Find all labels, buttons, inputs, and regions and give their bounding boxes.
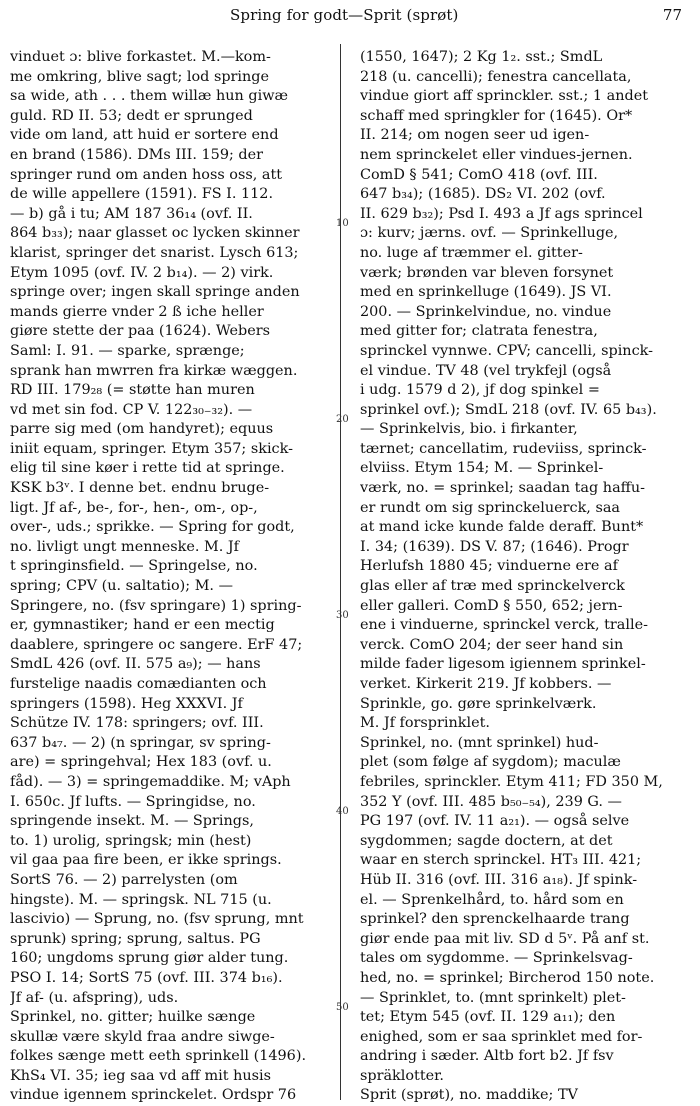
text-line: milde fader ligesom igiennem sprinkel- [360, 656, 646, 673]
line-marker: 20 [336, 414, 349, 425]
text-line: at mand icke kunde falde deraff. Bunt* [360, 519, 644, 536]
line-marker: 50 [336, 1002, 349, 1013]
line-marker: 10 [336, 218, 349, 229]
text-line: ComD § 541; ComO 418 (ovf. III. [360, 166, 598, 183]
text-line: lascivio) — Sprung, no. (fsv sprung, mnt [10, 911, 304, 928]
text-line: giøre stette der paa (1624). Webers [10, 323, 271, 340]
text-line: Sprit (sprøt), no. maddike; TV [360, 1087, 578, 1104]
text-line: iniit equam, springer. Etym 357; skick- [10, 440, 293, 457]
text-line: Hüb II. 316 (ovf. III. 316 a₁₈). Jf spink- [360, 871, 638, 888]
text-line: sprunk) spring; sprung, saltus. PG [10, 930, 261, 947]
text-line: sprinkel ovf.); SmdL 218 (ovf. IV. 65 b₄₃). [360, 401, 657, 418]
text-line: daablere, springere oc sangere. ErF 47; [10, 636, 303, 653]
text-line: Herlufsh 1880 45; vinduerne ere af [360, 558, 618, 575]
text-line: KSK b3ᵛ. I denne bet. endnu bruge- [10, 480, 270, 497]
text-line: ɔ: kurv; jærns. ovf. — Sprinkelluge, [360, 225, 619, 242]
text-line: de wille appellere (1591). FS I. 112. [10, 186, 274, 203]
text-line: 160; ungdoms sprung giør alder tung. [10, 950, 289, 967]
text-line: hed, no. = sprinkel; Bircherod 150 note. [360, 969, 655, 986]
text-line: furstelige naadis comædianten och [10, 676, 267, 692]
text-line: to. 1) urolig, springsk; min (hest) [10, 832, 252, 849]
text-line: el vindue. TV 48 (vel trykfejl (også [360, 362, 612, 379]
text-line: 218 (u. cancelli); fenestra cancellata, [360, 68, 632, 85]
text-line: elig til sine køer i rette tid at springe. [10, 460, 285, 477]
text-line: Schütze IV. 178: springers; ovf. III. [10, 715, 264, 732]
text-line: — Sprinkelvis, bio. i firkanter, [360, 421, 578, 438]
text-line: (1550, 1647); 2 Kg 1₂. sst.; SmdL [360, 49, 603, 65]
text-line: KhS₄ VI. 35; ieg saa vd aff mit husis [10, 1067, 272, 1084]
text-line: II. 214; om nogen seer ud igen- [360, 127, 590, 144]
text-line: parre sig med (om handyret); equus [10, 421, 274, 438]
text-line: 637 b₄₇. — 2) (n springar, sv spring- [10, 734, 271, 751]
text-line: en brand (1586). DMs III. 159; der [10, 146, 264, 163]
text-line: me omkring, blive sagt; lod springe [10, 68, 270, 85]
text-line: sprank han mwrren fra kirkæ wæggen. [10, 362, 298, 379]
text-line: klarist, springer det snarist. Lysch 613; [10, 244, 299, 261]
text-line: vinduet ɔ: blive forkastet. M.—kom- [10, 49, 271, 65]
text-line: springende insekt. M. — Springs, [10, 813, 254, 830]
text-line: over-, uds.; sprikke. — Spring for godt, [10, 519, 295, 536]
text-line: nem sprinckelet eller vindues-jernen. [360, 146, 633, 163]
text-line: PSO I. 14; SortS 75 (ovf. III. 374 b₁₆). [10, 969, 283, 986]
page-number: 77 [662, 6, 682, 24]
text-line: andring i sæder. Altb fort b2. Jf fsv [360, 1048, 614, 1065]
text-line: RD III. 179₂₈ (= støtte han muren [10, 382, 255, 399]
text-line: — b) gå i tu; AM 187 36₁₄ (ovf. II. [10, 205, 253, 222]
text-line: Sprinkel, no. (mnt sprinkel) hud- [360, 734, 599, 751]
text-line: — Sprinklet, to. (mnt sprinkelt) plet- [360, 989, 626, 1006]
text-line: hingste). M. — springsk. NL 715 (u. [10, 891, 272, 908]
text-line: springers (1598). Heg XXXVI. Jf [10, 695, 243, 712]
line-marker: 30 [336, 610, 349, 621]
text-line: er rundt om sig sprinckeluerck, saa [360, 499, 620, 516]
text-line: springer rund om anden hoss oss, att [10, 166, 283, 183]
text-line: sygdommen; sagde doctern, at det [360, 832, 613, 849]
text-line: febriles, sprinckler. Etym 411; FD 350 M, [360, 773, 663, 790]
text-line: giør ende paa mit liv. SD d 5ᵛ. På anf st. [360, 930, 650, 947]
text-line: skullæ være skyld fraa andre siwge- [10, 1028, 275, 1045]
text-line: værk; brønden var bleven forsynet [360, 264, 614, 281]
text-line: sprinckel vynnwe. CPV; cancelli, spinck- [360, 342, 653, 359]
text-line: vindue giort aff sprinckler. sst.; 1 andet [360, 88, 648, 105]
text-line: are) = springehval; Hex 183 (ovf. u. [10, 754, 272, 771]
text-line: t springinsfield. — Springelse, no. [10, 558, 258, 575]
text-line: sprinkel? den sprenckelhaarde trang [360, 911, 630, 928]
text-line: II. 629 b₃₂); Psd I. 493 a Jf ags sprincel [360, 205, 643, 222]
text-line: M. Jf forsprinklet. [360, 715, 490, 732]
text-line: vindue igennem sprinckelet. Ordspr 76 [10, 1087, 297, 1104]
text-line: fåd). — 3) = springemaddike. M; vAph [10, 773, 291, 790]
text-line: ene i vinduerne, sprinckel verck, tralle- [360, 617, 648, 634]
text-line: I. 34; (1639). DS V. 87; (1646). Progr [360, 538, 629, 555]
text-line: glas eller af træ med sprinckelverck [360, 578, 625, 595]
text-line: SortS 76. — 2) parrelysten (om [10, 871, 238, 888]
text-line: vd met sin fod. CP V. 122₃₀₋₃₂). — [10, 401, 253, 418]
text-line: 200. — Sprinkelvindue, no. vindue [360, 303, 612, 320]
text-line: plet (som følge af sygdom); maculæ [360, 754, 621, 771]
text-line: spräklotter. [360, 1067, 444, 1084]
text-line: Jf af- (u. afspring), uds. [10, 989, 179, 1006]
text-line: no. livligt ungt menneske. M. Jf [10, 538, 240, 555]
text-line: folkes sænge mett eeth sprinkell (1496). [10, 1048, 307, 1065]
text-line: SmdL 426 (ovf. II. 575 a₉); — hans [10, 656, 261, 673]
left-column [10, 48, 330, 1106]
column-divider [340, 44, 341, 1100]
text-line: værk, no. = sprinkel; saadan tag haffu- [360, 480, 646, 497]
text-line: elviiss. Etym 154; M. — Sprinkel- [360, 460, 604, 477]
text-line: el. — Sprenkelhård, to. hård som en [360, 891, 624, 908]
text-line: 352 Y (ovf. III. 485 b₅₀₋₅₄), 239 G. — [360, 793, 622, 810]
text-line: 864 b₃₃); naar glasset oc lycken skinner [10, 225, 300, 242]
text-line: Saml: I. 91. — sparke, sprænge; [10, 342, 245, 359]
text-line: enighed, som er saa sprinklet med for- [360, 1028, 643, 1045]
text-line: med en sprinkelluge (1649). JS VI. [360, 284, 612, 301]
text-line: waar en sterch sprinckel. HT₃ III. 421; [360, 852, 642, 869]
text-line: I. 650c. Jf lufts. — Springidse, no. [10, 793, 256, 810]
text-line: vide om land, att huid er sortere end [10, 127, 279, 144]
text-line: tet; Etym 545 (ovf. II. 129 a₁₁); den [360, 1009, 616, 1026]
text-line: 647 b₃₄); (1685). DS₂ VI. 202 (ovf. [360, 186, 606, 203]
text-line: mands gierre vnder 2 ß iche heller [10, 303, 264, 320]
text-line: vil gaa paa fire been, er ikke springs. [10, 852, 282, 869]
text-line: PG 197 (ovf. IV. 11 a₂₁). — også selve [360, 813, 630, 830]
text-line: Sprinkle, go. gøre sprinkelværk. [360, 695, 597, 712]
line-marker: 40 [336, 806, 349, 817]
text-line: schaff med springkler for (1645). Or* [360, 107, 633, 124]
text-line: tærnet; cancellatim, rudeviiss, sprinck- [360, 440, 647, 457]
running-title: Spring for godt—Sprit (sprøt) [230, 6, 459, 24]
page-header [0, 4, 700, 30]
text-line: tales om sygdomme. — Sprinkelsvag- [360, 950, 633, 967]
text-line: guld. RD II. 53; dedt er sprunged [10, 107, 253, 124]
text-line: verck. ComO 204; der seer hand sin [360, 636, 624, 653]
text-line: verket. Kirkerit 219. Jf kobbers. — [360, 676, 612, 692]
text-line: eller galleri. ComD § 550, 652; jern- [360, 597, 623, 614]
text-line: sa wide, ath . . . them willæ hun giwæ [10, 88, 289, 105]
text-line: springe over; ingen skall springe anden [10, 284, 300, 301]
text-line: Sprinkel, no. gitter; huilke sænge [10, 1009, 256, 1026]
text-line: ligt. Jf af-, be-, for-, hen-, om-, op-, [10, 499, 258, 516]
text-line: i udg. 1579 d 2), jf dog spinkel = [360, 382, 600, 399]
text-line: med gitter for; clatrata fenestra, [360, 323, 598, 340]
text-line: no. luge af træmmer el. gitter- [360, 244, 583, 261]
text-line: Etym 1095 (ovf. IV. 2 b₁₄). — 2) virk. [10, 264, 274, 281]
text-line: er, gymnastiker; hand er een mectig [10, 617, 275, 634]
text-line: Springere, no. (fsv springare) 1) spring- [10, 597, 302, 614]
text-line: spring; CPV (u. saltatio); M. — [10, 578, 233, 595]
right-column [360, 48, 688, 1106]
